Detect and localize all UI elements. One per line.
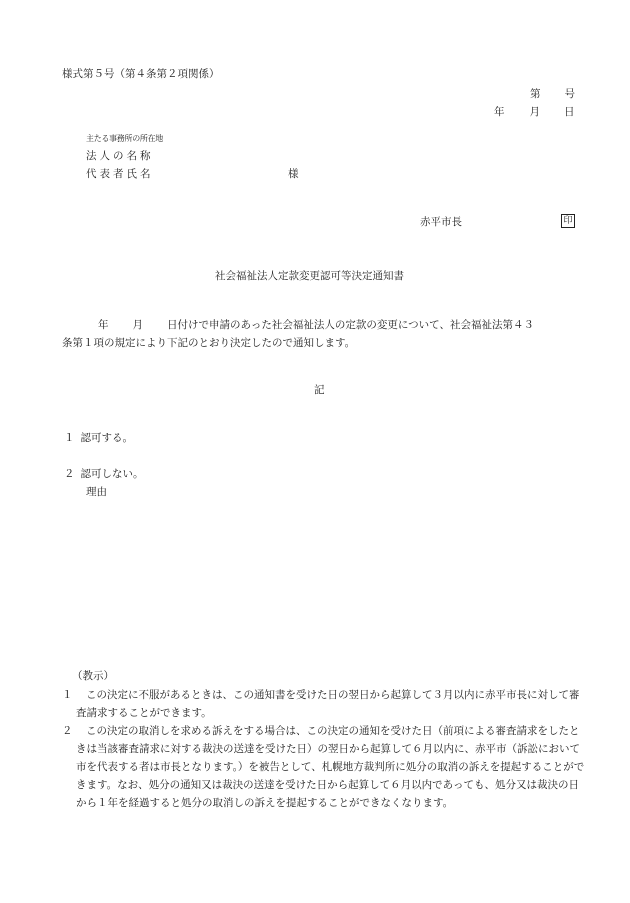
form-header: 様式第５号（第４条第２項関係） [62, 68, 220, 80]
document-title: 社会福祉法人定款変更認可等決定通知書 [215, 270, 404, 282]
reason-label: 理由 [86, 486, 107, 498]
instruction-text: この決定の取消しを求める訴えをする場合は、この決定の通知を受けた日（前項による審査請求をしたときは当該審査請求に対する裁決の送達を受けた日）の翌日から起算して６月以内に、赤平市（訴訟において市を代表する者は市長となります。）を被告として、札幌地方裁判所に処分の取消の訴えを提起することができます。なお、処分の通知又は裁決の送達を受けた日から起算して６月以内であっても、処分又は裁決の日から１年を経過すると処分の取消しの訴えを提起することができなくなります。 [76, 725, 585, 809]
instruction-text: この決定に不服があるときは、この通知書を受けた日の翌日から起算して３月以内に赤平市長に対して審査請求することができます。 [76, 689, 580, 719]
body-line-1 [62, 316, 582, 334]
decision-item-2 [64, 466, 144, 481]
body-paragraph [62, 316, 582, 352]
doc-date-year: 年 [494, 106, 505, 118]
instructions-list [62, 686, 586, 812]
decision-item-2-text: 認可しない。 [80, 468, 144, 480]
body-month: 月 [132, 319, 143, 331]
doc-date-month: 月 [529, 106, 540, 118]
honorific: 様 [288, 168, 299, 180]
issuer-title: 赤平市長 [420, 216, 462, 228]
instruction-item [62, 686, 586, 722]
corp-name-label: 法人の名称 [86, 150, 154, 162]
decision-item-2-num: ２ [64, 468, 75, 480]
seal-mark: 印 [561, 214, 575, 228]
decision-item-1-text: 認可する。 [80, 432, 133, 444]
representative-label: 代表者氏名 [86, 168, 154, 180]
instruction-num: １ [62, 689, 73, 701]
instructions-heading: （教示） [72, 670, 114, 682]
body-line-1-rest: 日付けで申請のあった社会福祉法人の定款の変更について、社会福祉法第４３ [167, 319, 534, 331]
body-year: 年 [98, 319, 109, 331]
doc-number-gou: 号 [564, 88, 575, 100]
doc-number-dai: 第 [530, 88, 541, 100]
instruction-item [62, 722, 586, 812]
instruction-num: ２ [62, 725, 73, 737]
doc-date-day: 日 [564, 106, 575, 118]
office-address-label: 主たる事務所の所在地 [86, 134, 163, 143]
decision-item-1-num: １ [64, 432, 75, 444]
ki-label: 記 [314, 384, 325, 396]
doc-number [530, 86, 575, 101]
doc-date [494, 104, 575, 119]
body-line-2: 条第１項の規定により下記のとおり決定したので通知します。 [62, 337, 356, 349]
decision-item-1 [64, 430, 133, 445]
